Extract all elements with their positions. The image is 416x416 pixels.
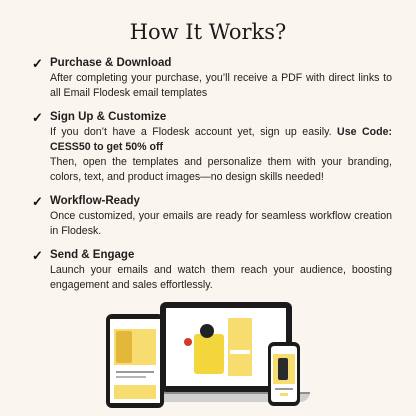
step-description: Once customized, your emails are ready for seamless workflow creation in Flodesk.	[50, 210, 392, 237]
step-title: Workflow-Ready	[50, 195, 140, 207]
email-yellow-panel	[228, 318, 252, 376]
step-title: Send & Engage	[50, 249, 135, 261]
device-mockup	[0, 300, 416, 416]
step-title: Purchase & Download	[50, 57, 172, 69]
checkmark-icon: ✓	[32, 110, 43, 125]
step-send-engage	[32, 248, 392, 293]
phone-email-preview	[271, 346, 297, 402]
steps-list	[32, 56, 392, 302]
checkmark-icon: ✓	[32, 248, 43, 263]
email-handbag	[184, 338, 192, 346]
step-description: Launch your emails and watch them reach your audience, boosting engagement and sales effortlessly.	[50, 264, 392, 291]
discount-code: Use Code: CESS50 to get 50% off	[50, 126, 392, 153]
tablet-text-line	[116, 376, 146, 378]
phone-text-line	[275, 388, 293, 390]
email-button	[230, 350, 250, 354]
phone-mockup	[268, 342, 300, 406]
step-description: After completing your purchase, you’ll receive a PDF with direct links to all Email Flodesk email templates	[50, 72, 392, 99]
step-description	[50, 125, 392, 155]
email-canvas	[170, 312, 282, 384]
step-description-text: If you don’t have a Flodesk account yet, sign up easily.	[50, 126, 338, 138]
tablet-email-preview	[110, 319, 160, 403]
step-title: Sign Up & Customize	[50, 111, 167, 123]
tablet-footer-panel	[114, 385, 156, 399]
email-model-hair	[200, 324, 214, 338]
page-title: How It Works?	[129, 20, 287, 44]
step-purchase-download	[32, 56, 392, 101]
phone-model-image	[278, 358, 288, 380]
phone-button	[280, 393, 288, 396]
checkmark-icon: ✓	[32, 56, 43, 71]
email-model-image	[194, 334, 224, 374]
tablet-model-image	[116, 331, 132, 363]
checkmark-icon: ✓	[32, 194, 43, 209]
step-description-continued: Then, open the templates and personalize them with your branding, colors, text, and product images—no design skills needed!	[50, 156, 392, 183]
tablet-text-line	[116, 371, 154, 373]
tablet-mockup	[106, 314, 164, 408]
step-sign-up-customize	[32, 110, 392, 185]
step-workflow-ready	[32, 194, 392, 239]
